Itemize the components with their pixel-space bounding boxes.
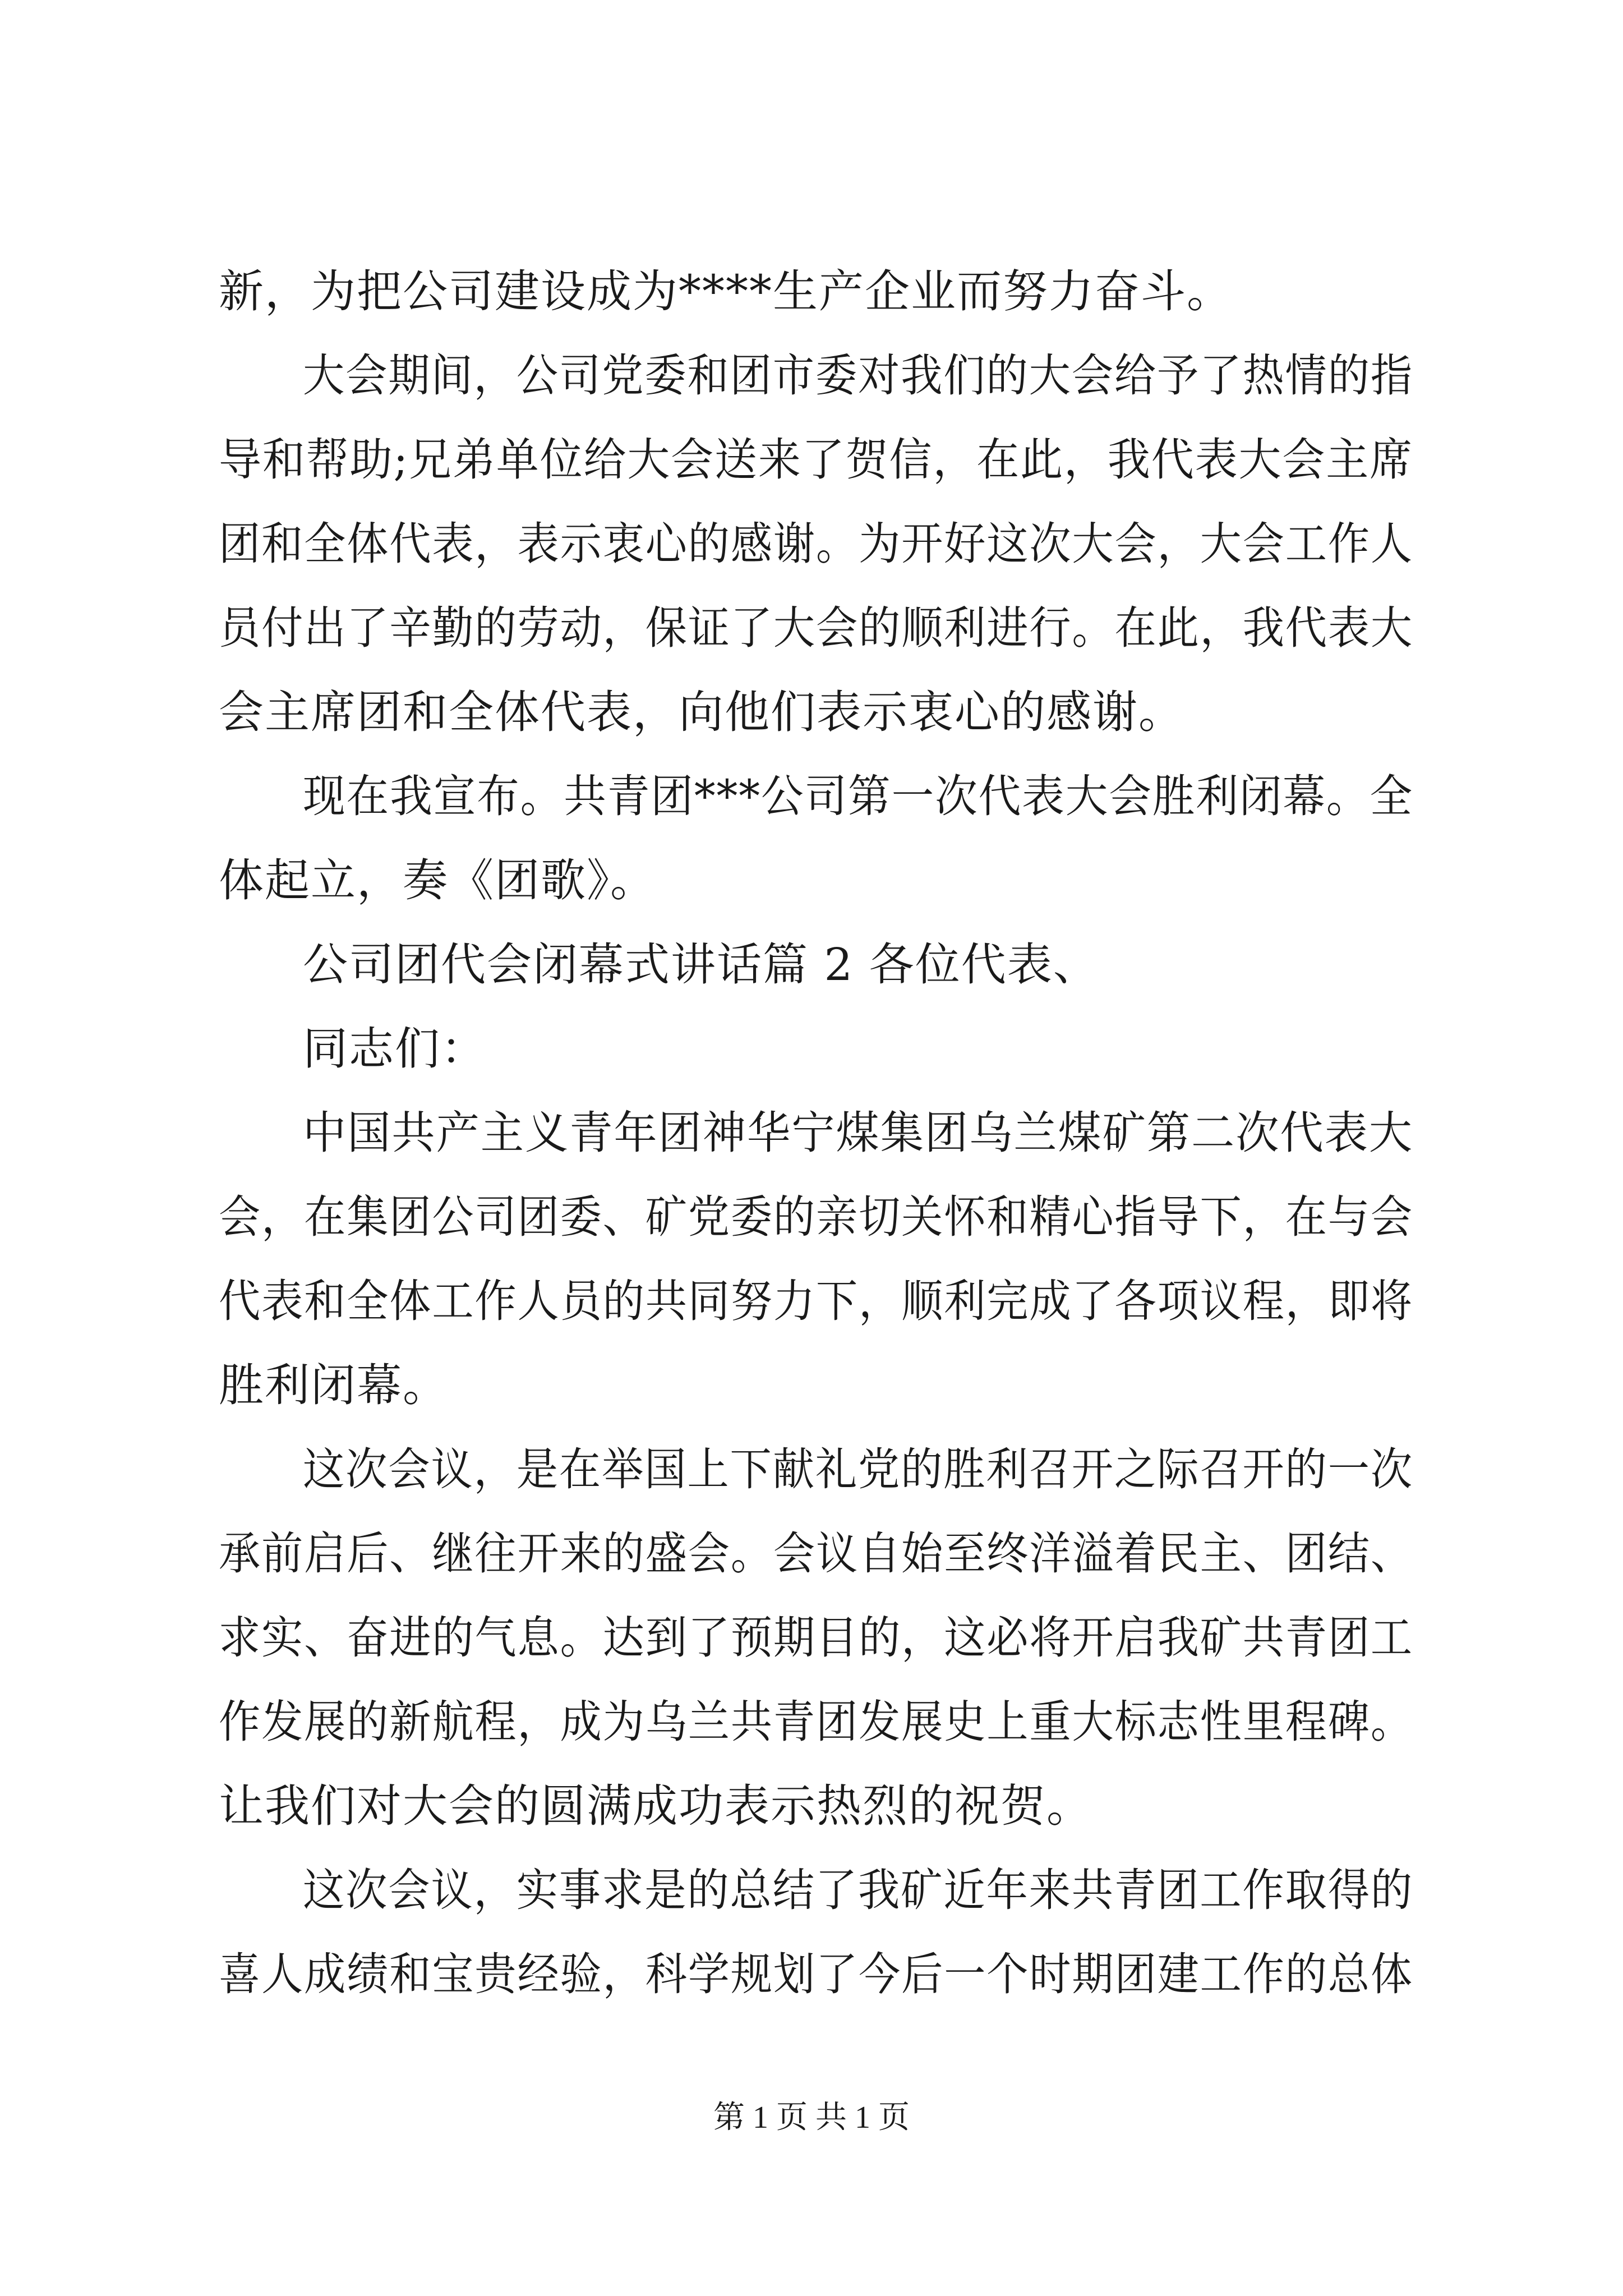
text-line: 体起立，奏《团歌》。 [219,854,656,907]
text-line: 求实、奋进的气息。达到了预期目的，这必将开启我矿共青团工 [219,1612,1413,1664]
text-line: 让我们对大会的圆满成功表示热烈的祝贺。 [219,1780,1092,1832]
text-line: 这次会议，是在举国上下献礼党的胜利召开之际召开的一次 [303,1443,1413,1496]
text-line: 公司团代会闭幕式讲话篇 2 各位代表、 [303,938,1099,991]
text-line: 代表和全体工作人员的共同努力下，顺利完成了各项议程，即将 [219,1275,1413,1327]
page-number-footer: 第 1 页 共 1 页 [713,2100,910,2135]
text-line: 这次会议，实事求是的总结了我矿近年来共青团工作取得的 [303,1864,1413,1916]
text-line: 员付出了辛勤的劳动，保证了大会的顺利进行。在此，我代表大 [219,602,1413,654]
text-line: 新，为把公司建设成为****生产企业而努力奋斗。 [219,265,1233,318]
text-line: 会主席团和全体代表，向他们表示衷心的感谢。 [219,686,1184,738]
text-line: 现在我宣布。共青团***公司第一次代表大会胜利闭幕。全 [303,770,1413,822]
text-line: 大会期间，公司党委和团市委对我们的大会给予了热情的指 [303,349,1413,402]
text-line: 团和全体代表，表示衷心的感谢。为开好这次大会，大会工作人 [219,518,1413,570]
text-line: 胜利闭幕。 [219,1359,449,1411]
text-line: 中国共产主义青年团神华宁煤集团乌兰煤矿第二次代表大 [303,1107,1413,1159]
text-line: 承前启后、继往开来的盛会。会议自始至终洋溢着民主、团结、 [219,1527,1413,1580]
text-line: 喜人成绩和宝贵经验，科学规划了今后一个时期团建工作的总体 [219,1948,1413,2000]
text-line: 同志们： [303,1023,487,1075]
text-line: 会，在集团公司团委、矿党委的亲切关怀和精心指导下，在与会 [219,1191,1413,1243]
text-line: 作发展的新航程，成为乌兰共青团发展史上重大标志性里程碑。 [219,1696,1413,1748]
text-line: 导和帮助;兄弟单位给大会送来了贺信，在此，我代表大会主席 [219,434,1413,486]
